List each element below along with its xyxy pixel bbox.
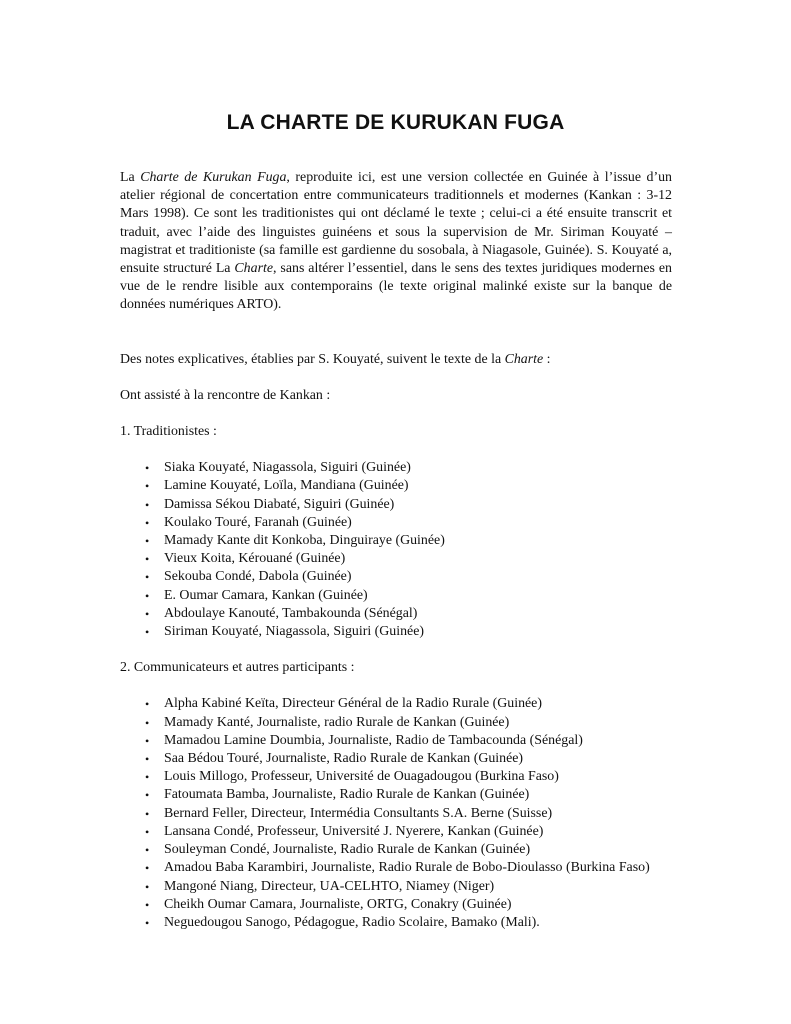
list-item-text: Amadou Baba Karambiri, Journaliste, Radio Rurale de Bobo-Dioulasso (Burkina Faso) <box>164 860 650 876</box>
list-item <box>120 768 672 786</box>
list-item-text: Louis Millogo, Professeur, Université de Ouagadougou (Burkina Faso) <box>164 769 559 785</box>
communicateurs-list <box>120 695 672 932</box>
assist-paragraph: Ont assisté à la rencontre de Kankan : <box>120 387 331 403</box>
list-item <box>120 496 672 514</box>
list-item-text: Mamadou Lamine Doumbia, Journaliste, Radio de Tambacounda (Sénégal) <box>164 732 583 748</box>
bullet-icon: • <box>145 625 150 640</box>
list-item <box>120 786 672 804</box>
bullet-icon: • <box>145 806 150 821</box>
intro-text-4: Charte <box>234 261 274 277</box>
list-item-text: Mamady Kante dit Konkoba, Dinguiraye (Guinée) <box>164 533 445 549</box>
bullet-icon: • <box>145 752 150 767</box>
list-item <box>120 714 672 732</box>
bullet-icon: • <box>145 588 150 603</box>
intro-text-2: Charte de Kurukan Fuga <box>140 170 287 185</box>
list-item <box>120 695 672 713</box>
list-item-text: Sekouba Condé, Dabola (Guinée) <box>164 569 352 585</box>
notes-paragraph <box>120 351 672 369</box>
list-item <box>120 477 672 495</box>
bullet-icon: • <box>145 733 150 748</box>
list-item <box>120 878 672 896</box>
list-item-text: Neguedougou Sanogo, Pédagogue, Radio Scolaire, Bamako (Mali). <box>164 914 540 930</box>
bullet-icon: • <box>145 497 150 512</box>
intro-paragraph <box>120 169 672 315</box>
bullet-icon: • <box>145 697 150 712</box>
communicateurs-heading: 2. Communicateurs et autres participants : <box>120 660 355 676</box>
notes-text-2: Charte <box>504 351 544 367</box>
list-item-text: Lansana Condé, Professeur, Université J. Nyerere, Kankan (Guinée) <box>164 823 544 839</box>
bullet-icon: • <box>145 861 150 876</box>
list-item-text: Lamine Kouyaté, Loïla, Mandiana (Guinée) <box>164 478 409 494</box>
list-item <box>120 514 672 532</box>
list-item-text: Koulako Touré, Faranah (Guinée) <box>164 514 352 530</box>
traditionistes-heading: 1. Traditionistes : <box>120 424 217 440</box>
list-item-text: Alpha Kabiné Keïta, Directeur Général de la Radio Rurale (Guinée) <box>164 696 542 712</box>
intro-text-1: La <box>120 170 141 185</box>
bullet-icon: • <box>145 843 150 858</box>
bullet-icon: • <box>145 879 150 894</box>
list-item <box>120 568 672 586</box>
traditionistes-list <box>120 459 672 641</box>
bullet-icon: • <box>145 824 150 839</box>
list-item <box>120 750 672 768</box>
notes-text-3: : <box>543 351 551 367</box>
bullet-icon: • <box>145 897 150 912</box>
list-item <box>120 823 672 841</box>
list-item <box>120 859 672 877</box>
list-item <box>120 896 672 914</box>
intro-text-3: , reproduite ici, est une version collectée en Guinée à l’issue d’un atelier régional de concertation entre communicateurs traditionnels et modernes (Kankan : 3-12 Mars 1998). Ce sont les traditionistes qui ont déclamé le texte ; celui-ci a été ensuite transcrit et traduit, avec l’aide des linguistes guinéens et sous la supervision de Mr. Siriman Kouyaté – magistrat et traditioniste (sa famille est gardienne du sosobala, à Niagasole, Guinée). S. Kouyaté a, ensuite structuré La <box>120 170 672 277</box>
bullet-icon: • <box>145 479 150 494</box>
bullet-icon: • <box>145 788 150 803</box>
document-body <box>120 169 672 950</box>
list-item-text: Abdoulaye Kanouté, Tambakounda (Sénégal) <box>164 605 418 621</box>
bullet-icon: • <box>145 715 150 730</box>
bullet-icon: • <box>145 552 150 567</box>
intro-text-5: , sans altérer l’essentiel, dans le sens des textes juridiques modernes en vue de le rendre lisible aux contemporains (le texte original malinké existe sur la banque de données numériques ARTO). <box>120 261 673 313</box>
bullet-icon: • <box>145 515 150 530</box>
list-item <box>120 623 672 641</box>
list-item <box>120 805 672 823</box>
list-item <box>120 550 672 568</box>
bullet-icon: • <box>145 461 150 476</box>
bullet-icon: • <box>145 915 150 930</box>
list-item-text: Damissa Sékou Diabaté, Siguiri (Guinée) <box>164 496 395 512</box>
list-item-text: Mamady Kanté, Journaliste, radio Rurale de Kankan (Guinée) <box>164 714 510 730</box>
list-item-text: Mangoné Niang, Directeur, UA-CELHTO, Niamey (Niger) <box>164 878 495 894</box>
list-item <box>120 914 672 932</box>
list-item-text: Vieux Koita, Kérouané (Guinée) <box>164 551 346 567</box>
list-item-text: Fatoumata Bamba, Journaliste, Radio Rurale de Kankan (Guinée) <box>164 787 530 803</box>
list-item-text: Souleyman Condé, Journaliste, Radio Rurale de Kankan (Guinée) <box>164 842 531 858</box>
bullet-icon: • <box>145 534 150 549</box>
list-item <box>120 841 672 859</box>
bullet-icon: • <box>145 770 150 785</box>
list-item-text: Cheikh Oumar Camara, Journaliste, ORTG, Conakry (Guinée) <box>164 896 512 912</box>
list-item-text: Siriman Kouyaté, Niagassola, Siguiri (Guinée) <box>164 624 425 640</box>
page-title: LA CHARTE DE KURUKAN FUGA <box>226 111 565 134</box>
notes-text-1: Des notes explicatives, établies par S. Kouyaté, suivent le texte de la <box>120 351 505 367</box>
list-item <box>120 459 672 477</box>
list-item-text: Siaka Kouyaté, Niagassola, Siguiri (Guinée) <box>164 460 411 476</box>
list-item <box>120 587 672 605</box>
list-item <box>120 732 672 750</box>
list-item-text: Bernard Feller, Directeur, Intermédia Consultants S.A. Berne (Suisse) <box>164 805 553 821</box>
list-item-text: Saa Bédou Touré, Journaliste, Radio Rurale de Kankan (Guinée) <box>164 751 524 767</box>
list-item-text: E. Oumar Camara, Kankan (Guinée) <box>164 587 368 603</box>
list-item <box>120 532 672 550</box>
bullet-icon: • <box>145 606 150 621</box>
list-item <box>120 605 672 623</box>
bullet-icon: • <box>145 570 150 585</box>
